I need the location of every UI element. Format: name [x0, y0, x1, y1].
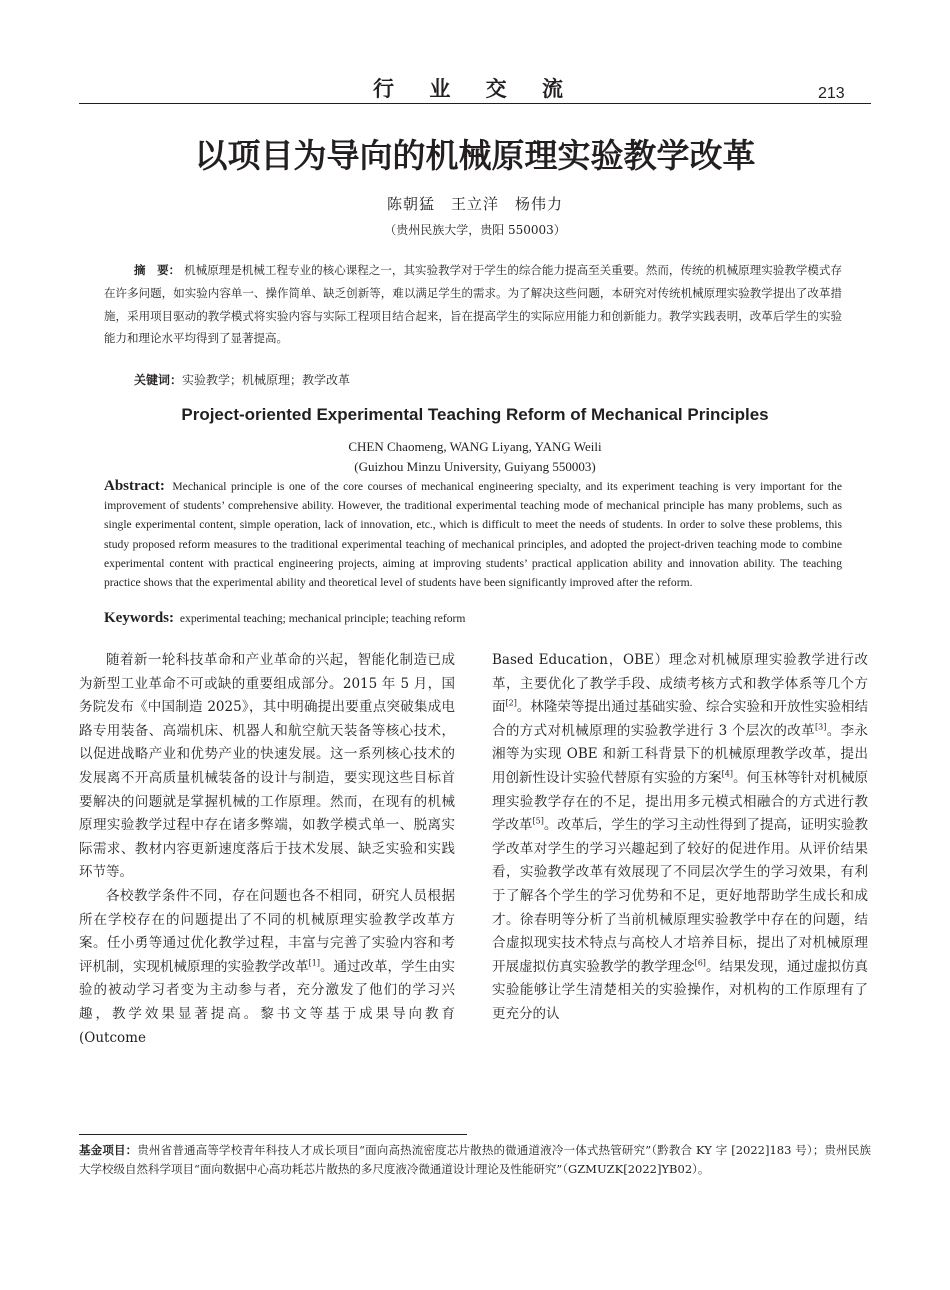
body-paragraph: 随着新一轮科技革命和产业革命的兴起，智能化制造已成为新型工业革命不可或缺的重要组成部分。2015 年 5 月，国务院发布《中国制造 2025》，其中明确提出要重点突破集成电路专用装备、高端机床、机器人和航空航天装备等核心技术，以促进战略产业和优势产业的快速发展。这一系列核心技术的发展离不开高质量机械装备的设计与制造，要实现这些目标首要解决的问题就是掌握机械的工作原理。然而，在现有的机械原理实验教学过程中存在诸多弊端，如教学模式单一、脱离实际需求、教材内容更新速度落后于技术发展、缺乏实验和实践环节等。 — [79, 652, 455, 881]
body-text: 。结果发现，通过虚拟仿真实验能够让学生清楚相关的实验操作，对机构的工作原理有了更充分的认 — [492, 958, 869, 1022]
keywords-cn-label: 关键词： — [134, 373, 183, 387]
body-text: 。林隆荣等提出通过基础实验、综合实验和开放性实验相结合的方式对机械原理的实验教学进行 3 个层次的改革 — [492, 699, 869, 739]
funding-footnote — [79, 1141, 871, 1179]
abstract-en-label: Abstract: — [104, 478, 165, 494]
citation-ref[interactable]: [3] — [815, 722, 827, 732]
body-paragraph — [79, 885, 455, 1050]
citation-ref[interactable]: [6] — [694, 958, 706, 968]
body-text: 。改革后，学生的学习主动性得到了提高，证明实验教学改革对学生的学习兴趣起到了较好的促进作用。从评价结果看，实验教学改革有效展现了不同层次学生的学习效果，有利于了解各个学生的学习优势和不足，更好地帮助学生成长和成才。徐春明等分析了当前机械原理实验教学中存在的问题，结合虚拟现实技术特点与高校人才培养目标，提出了对机械原理开展虚拟仿真实验教学的教学理念 — [492, 817, 869, 975]
footnote-rule — [79, 1134, 467, 1135]
authors-cn: 陈朝猛 王立洋 杨伟力 — [386, 195, 563, 213]
citation-ref[interactable]: [1] — [308, 958, 320, 968]
footnote-label: 基金项目： — [79, 1143, 138, 1157]
article-title-en: Project-oriented Experimental Teaching Reform of Mechanical Principles — [181, 405, 769, 424]
abstract-cn-text: 机械原理是机械工程专业的核心课程之一，其实验教学对于学生的综合能力提高至关重要。然而，传统的机械原理实验教学模式存在许多问题，如实验内容单一、操作简单、缺乏创新等，难以满足学生的需求。为了解决这些问题，本研究对传统机械原理实验教学提出了改革措施，采用项目驱动的教学模式将实验内容与实际工程项目结合起来，旨在提高学生的实际应用能力和创新能力。教学实践表明，改革后学生的实验能力和理论水平均得到了显著提高。 — [104, 263, 842, 346]
abstract-cn-label: 摘 要： — [134, 263, 181, 277]
body-text: 。何玉林等针对机械原理实验教学存在的不足，提出用多元模式相融合的方式进行教学改革 — [492, 769, 869, 834]
abstract-en-text: Mechanical principle is one of the core courses of mechanical engineering specialty, and its experiment teaching is very important for the improvement of students’ comprehensive ability. However, the traditional experimental teaching mode of mechanical principle has many problems, such as single experimental content, simple operation, lack of innovation, etc., which is difficult to meet the needs of students. In order to solve these problems, this study proposed reform measures to the traditional experimental teaching of mechanical principles, and adopted the project-driven teaching mode to combine experimental content with practical engineering projects, aiming at improving students’ practical application ability and innovation ability. The teaching practice shows that the experimental ability and theoretical level of students have been significantly improved after the reform. — [104, 480, 842, 590]
keywords-cn-text: 实验教学；机械原理；教学改革 — [182, 373, 351, 387]
affiliation-en: (Guizhou Minzu University, Guiyang 550003) — [354, 459, 596, 474]
body-paragraph — [492, 649, 868, 1027]
keywords-cn — [134, 371, 350, 388]
citation-ref[interactable]: [5] — [532, 816, 544, 826]
footnote-text: 贵州省普通高等学校青年科技人才成长项目“面向高热流密度芯片散热的微通道液冷一体式热管研究”（黔教合 KY 字 [2022]183 号）；贵州民族大学校级自然科学项目“面向数据中心高功耗芯片散热的多尺度液冷微通道设计理论及性能研究”（GZMUZK[2022]YB02）。 — [79, 1143, 871, 1176]
header-rule — [79, 103, 871, 104]
authors-en: CHEN Chaomeng, WANG Liyang, YANG Weili — [348, 439, 602, 454]
page-number: 213 — [818, 85, 845, 102]
citation-ref[interactable]: [2] — [505, 698, 517, 708]
body-text: 各校教学条件不同，存在问题也各不相同，研究人员根据所在学校存在的问题提出了不同的机械原理实验教学改革方案。任小勇等通过优化教学过程，丰富与完善了实验内容和考评机制，实现机械原理的实验教学改革 — [79, 887, 455, 975]
abstract-en — [104, 477, 842, 592]
citation-ref[interactable]: [4] — [721, 769, 733, 779]
body-text: 。李永湘等为实现 OBE 和新工科背景下的机械原理教学改革，提出用创新性设计实验代替原有实验的方案 — [492, 722, 869, 786]
running-header-section: 行 业 交 流 — [373, 77, 577, 101]
affiliation-cn: （贵州民族大学，贵阳 550003） — [384, 223, 566, 237]
keywords-en-text: experimental teaching; mechanical principle; teaching reform — [179, 612, 466, 625]
body-column-right — [492, 649, 868, 1027]
article-title-cn: 以项目为导向的机械原理实验教学改革 — [194, 136, 756, 175]
body-text: Based Education，OBE）理念对机械原理实验教学进行改革，主要优化了教学手段、成绩考核方式和教学体系等几个方面 — [492, 652, 868, 716]
body-column-left — [79, 649, 455, 1050]
body-text: 。通过改革，学生由实验的被动学习者变为主动参与者，充分激发了他们的学习兴趣，教学效果显著提高。黎书文等基于成果导向教育(Outcome — [79, 958, 456, 1046]
keywords-en-label: Keywords: — [104, 610, 174, 626]
keywords-en — [104, 610, 465, 627]
abstract-cn — [104, 259, 842, 350]
